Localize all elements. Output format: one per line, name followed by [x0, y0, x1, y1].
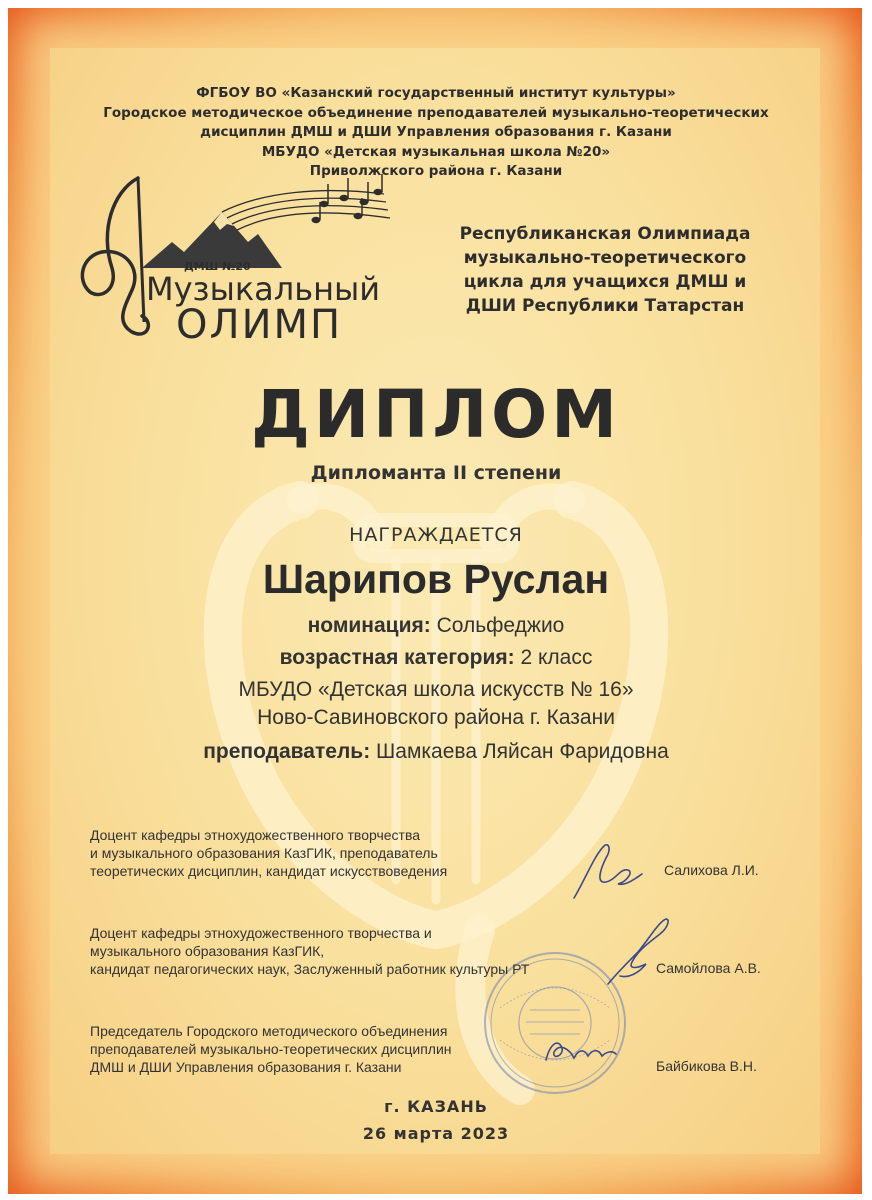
age-category-value: 2 класс [520, 646, 593, 669]
organizer-line: Приволжского района г. Казани [309, 163, 563, 179]
issue-date: 26 марта 2023 [362, 1124, 510, 1143]
age-category-line [0, 646, 872, 670]
olympiad-title [420, 222, 790, 318]
signature-3 [540, 1030, 620, 1080]
signatory-1-name: Салихова Л.И. [664, 862, 759, 878]
organizer-line: Городское методическое объединение преподавателей музыкально-теоретических [103, 104, 769, 121]
signatory-position-line: кандидат педагогических наук, Заслуженный работник культуры РТ [90, 961, 530, 977]
logo-line2: ОЛИМП [176, 302, 343, 344]
organizers-block [60, 84, 812, 182]
signatory-position-line: и музыкального образования КазГИК, преподаватель [90, 845, 438, 861]
logo-small-text: ДМШ №20 [184, 260, 251, 273]
signatory-2-position [90, 924, 529, 978]
organizer-line: дисциплин ДМШ и ДШИ Управления образования г. Казани [200, 124, 672, 140]
school-line-1: МБУДО «Детская школа искусств № 16» [238, 678, 634, 701]
logo-line1: Музыкальный [146, 270, 381, 308]
organizer-line: ФГБОУ ВО «Казанский государственный институт культуры» [196, 85, 676, 101]
signatory-position-line: Доцент кафедры этнохудожественного творчества [90, 827, 421, 843]
olympiad-line: Республиканская Олимпиада [459, 224, 751, 244]
signatory-2-name: Самойлова А.В. [656, 960, 761, 976]
signatory-1-position [90, 826, 447, 880]
teacher-value: Шамкаева Ляйсан Фаридовна [376, 740, 669, 763]
signatory-position-line: теоретических дисциплин, кандидат искусствоведения [90, 863, 448, 879]
signatory-position-line: Доцент кафедры этнохудожественного творчества и [90, 925, 432, 941]
age-category-label: возрастная категория: [279, 646, 515, 669]
diploma-title: ДИПЛОМ [251, 376, 621, 453]
signatory-3-name: Байбикова В.Н. [656, 1058, 757, 1074]
signatory-position-line: музыкального образования КазГИК, [90, 943, 325, 959]
teacher-label: преподаватель: [203, 740, 371, 763]
muzykalny-olimp-logo [72, 172, 402, 344]
nomination-line [0, 614, 872, 638]
signatory-position-line: преподавателей музыкально-теоретических дисциплин [90, 1041, 452, 1057]
recipient-name: Шарипов Руслан [262, 556, 610, 602]
olympiad-line: ДШИ Республики Татарстан [465, 296, 745, 316]
nomination-label: номинация: [307, 614, 431, 637]
signature-1 [568, 838, 648, 908]
city-label: г. КАЗАНЬ [384, 1097, 488, 1116]
signatory-position-line: ДМШ и ДШИ Управления образования г. Казани [90, 1059, 402, 1075]
signatory-position-line: Председатель Городского методического объединения [90, 1023, 448, 1039]
olympiad-line: музыкально-теоретического [463, 248, 747, 268]
school-line-2: Ново-Савиновского района г. Казани [257, 706, 615, 729]
organizer-line: МБУДО «Детская музыкальная школа №20» [261, 143, 611, 160]
diploma-degree: Дипломанта II степени [310, 462, 562, 484]
nomination-value: Сольфеджио [436, 614, 565, 637]
teacher-line [0, 740, 872, 764]
olympiad-line: цикла для учащихся ДМШ и [463, 272, 747, 292]
signatory-3-position [90, 1022, 452, 1076]
awarded-label: НАГРАЖДАЕТСЯ [349, 524, 523, 546]
signature-2 [598, 912, 678, 992]
